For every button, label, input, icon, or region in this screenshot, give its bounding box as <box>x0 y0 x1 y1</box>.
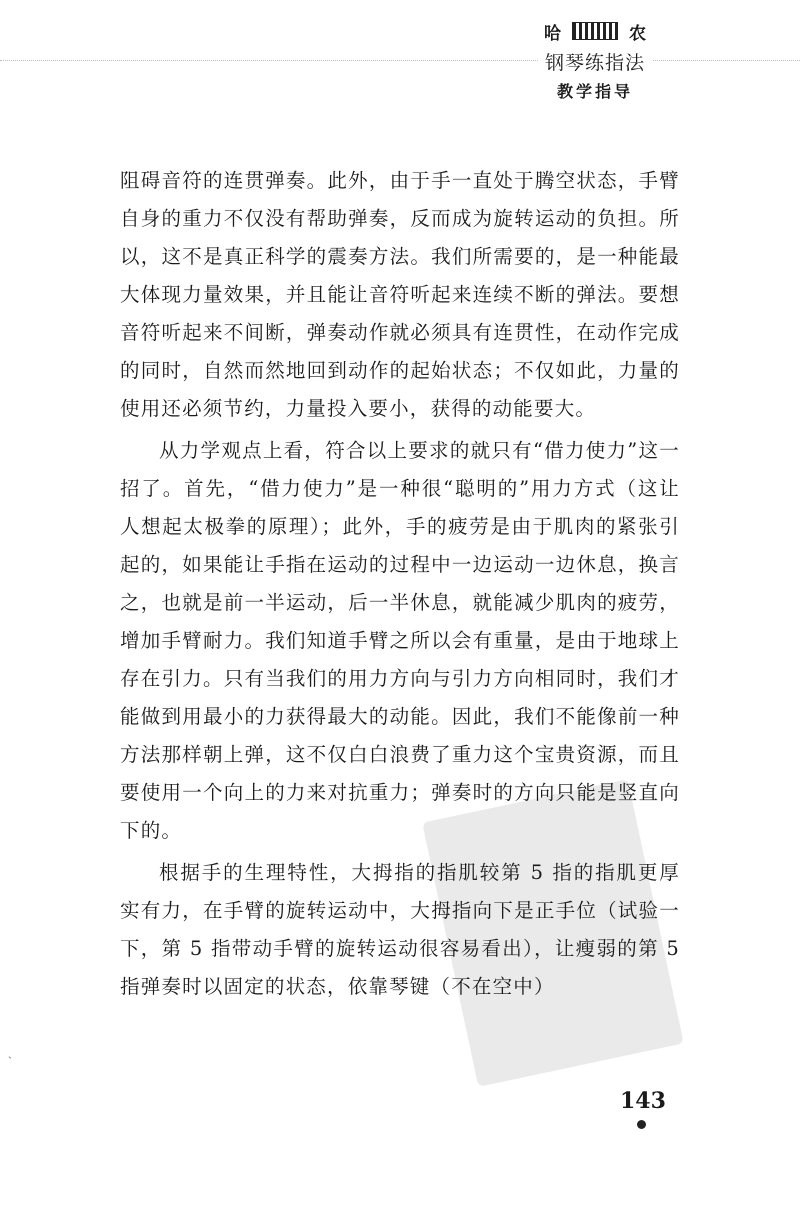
header-top-row <box>538 18 652 44</box>
page-number: 143 <box>620 1088 666 1114</box>
piano-keys-icon <box>572 22 618 40</box>
header-left-char: 哈 <box>544 23 561 44</box>
paragraph-1: 阻碍音符的连贯弹奏。此外，由于手一直处于腾空状态，手臂自身的重力不仅没有帮助弹奏，反而成为旋转运动的负担。所以，这不是真正科学的震奏方法。我们所需要的，是一种能最大体现力量效果，并且能让音符听起来连续不断的弹法。要想音符听起来不间断，弹奏动作就必须具有连贯性，在动作完成的同时，自然而然地回到动作的起始状态；不仅如此，力量的使用还必须节约，力量投入要小，获得的动能要大。 <box>120 169 680 420</box>
header-title: 钢琴练指法 <box>544 52 645 74</box>
page-dot-icon <box>637 1120 646 1129</box>
paragraph-3: 根据手的生理特性，大拇指的指肌较第 5 指的指肌更厚实有力，在手臂的旋转运动中，大拇指向下是正手位（试验一下，第 5 指带动手臂的旋转运动很容易看出），让瘦弱的第 5 指弹奏时以固定的状态，依靠琴键（不在空中） <box>120 861 680 998</box>
header-subtitle: 教学指导 <box>556 82 633 101</box>
body-text <box>120 162 680 1006</box>
header-dotted-rule <box>0 60 800 61</box>
margin-mark: ˎ <box>8 1045 12 1059</box>
paragraph-2: 从力学观点上看，符合以上要求的就只有“借力使力”这一招了。首先，“借力使力”是一种很“聪明的”用力方式（这让人想起太极拳的原理）；此外，手的疲劳是由于肌肉的紧张引起的，如果能让手指在运动的过程中一边运动一边休息，换言之，也就是前一半运动，后一半休息，就能减少肌肉的疲劳，增加手臂耐力。我们知道手臂之所以会有重量，是由于地球上存在引力。只有当我们的用力方向与引力方向相同时，我们才能做到用最小的力获得最大的动能。因此，我们不能像前一种方法那样朝上弹，这不仅白白浪费了重力这个宝贵资源，而且要使用一个向上的力来对抗重力；弹奏时的方向只能是竖直向下的。 <box>120 439 680 842</box>
running-header <box>538 18 652 118</box>
header-right-char: 农 <box>629 23 646 44</box>
